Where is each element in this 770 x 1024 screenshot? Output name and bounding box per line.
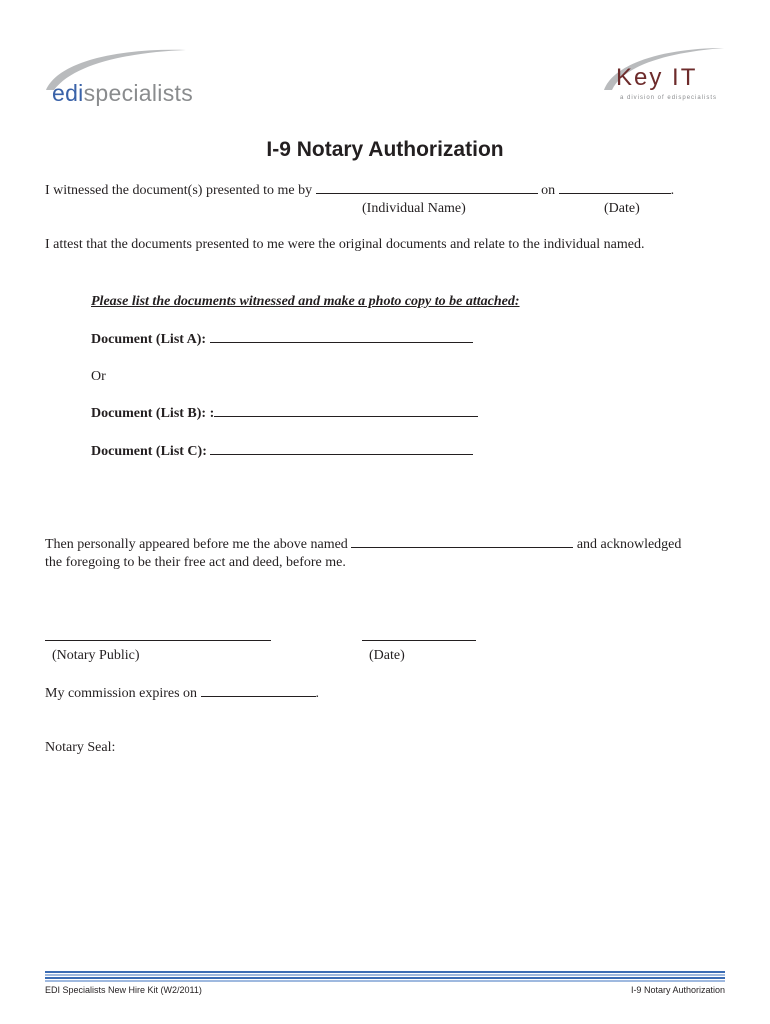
commission-text: My commission expires on <box>45 686 198 701</box>
footer-divider <box>45 971 725 983</box>
appearance-line-1 <box>45 535 681 554</box>
document-list-b-row <box>91 404 478 423</box>
page-title: I-9 Notary Authorization <box>266 138 504 161</box>
witness-date-field[interactable] <box>559 181 671 194</box>
notary-date-label: (Date) <box>369 648 405 663</box>
document-list-a-field[interactable] <box>210 330 473 343</box>
footer-left-text: EDI Specialists New Hire Kit (W2/2011) <box>45 985 202 995</box>
individual-name-field[interactable] <box>316 181 538 194</box>
appearance-text-before: Then personally appeared before me the above named <box>45 537 348 552</box>
appearance-text-after: and acknowledged <box>576 537 682 552</box>
document-list-b-field[interactable] <box>214 404 478 417</box>
logo-key-it-text: Key IT <box>616 64 698 91</box>
commission-row <box>45 684 319 703</box>
document-list-b-label: Document (List B): : <box>91 406 215 421</box>
document-list-c-row <box>91 442 473 461</box>
document-list-a-row <box>91 330 473 349</box>
witness-period: . <box>670 183 675 198</box>
instruction-text: Please list the documents witnessed and make a photo copy to be attached: <box>91 294 520 309</box>
document-list-a-label: Document (List A): <box>91 332 207 347</box>
logo-tagline: a division of edispecialists <box>620 95 718 101</box>
or-text: Or <box>91 369 106 384</box>
edispecialists-logo <box>40 44 200 106</box>
witness-line <box>45 181 674 200</box>
logo-edi-text: edi <box>52 80 84 106</box>
document-list-c-label: Document (List C): <box>91 444 207 459</box>
witness-date-label: (Date) <box>604 201 640 216</box>
key-it-logo <box>598 44 728 106</box>
commission-date-field[interactable] <box>201 684 316 697</box>
witness-text: I witnessed the document(s) presented to me by <box>45 183 313 198</box>
notary-seal-label: Notary Seal: <box>45 740 116 755</box>
witness-on-text: on <box>541 183 556 198</box>
document-list-c-field[interactable] <box>210 442 473 455</box>
commission-period: . <box>315 686 320 701</box>
notary-signature-line[interactable] <box>45 640 271 641</box>
attest-text: I attest that the documents presented to me were the original documents and relate to the individual named. <box>45 237 645 252</box>
notary-public-label: (Notary Public) <box>52 648 140 663</box>
individual-name-label: (Individual Name) <box>362 201 466 216</box>
appeared-name-field[interactable] <box>351 535 573 548</box>
notary-date-line[interactable] <box>362 640 476 641</box>
footer-right-text: I-9 Notary Authorization <box>630 985 725 995</box>
appearance-line-2: the foregoing to be their free act and deed, before me. <box>45 555 346 570</box>
logo-specialists-text: specialists <box>83 80 193 106</box>
